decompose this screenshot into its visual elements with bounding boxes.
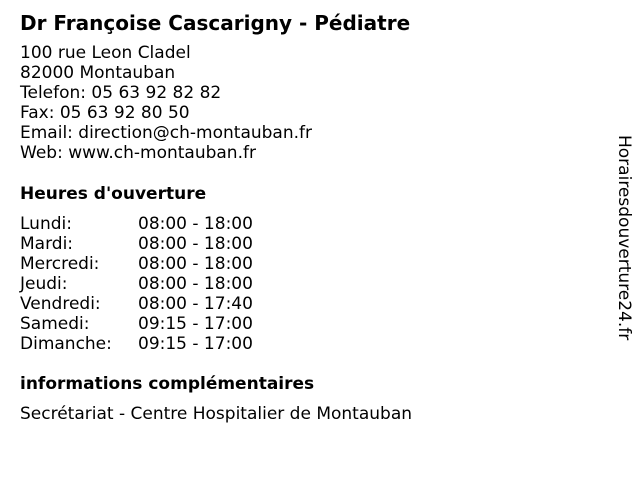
hours-day: Dimanche:: [20, 334, 112, 354]
hours-row-mardi: [20, 234, 610, 254]
info-text: Secrétariat - Centre Hospitalier de Montauban: [20, 404, 413, 424]
hours-time: 08:00 - 18:00: [138, 254, 253, 274]
fax-line: Fax: 05 63 92 80 50: [20, 103, 190, 123]
hours-row-lundi: [20, 214, 610, 234]
info-heading: informations complémentaires: [20, 374, 315, 394]
hours-time: 08:00 - 18:00: [138, 234, 253, 254]
address-street: 100 rue Leon Cladel: [20, 43, 191, 63]
hours-row-jeudi: [20, 274, 610, 294]
hours-time: 09:15 - 17:00: [138, 334, 253, 354]
address-city: 82000 Montauban: [20, 63, 176, 83]
business-card: [20, 11, 610, 424]
hours-day: Jeudi:: [20, 274, 68, 294]
brand-watermark: Horairesdouverture24.fr: [614, 135, 634, 341]
hours-row-vendredi: [20, 294, 610, 314]
web-line: Web: www.ch-montauban.fr: [20, 143, 256, 163]
hours-time: 08:00 - 18:00: [138, 214, 253, 234]
email-line: Email: direction@ch-montauban.fr: [20, 123, 313, 143]
hours-time: 09:15 - 17:00: [138, 314, 253, 334]
contact-block: [20, 43, 610, 163]
hours-day: Mercredi:: [20, 254, 100, 274]
hours-day: Samedi:: [20, 314, 90, 334]
hours-row-samedi: [20, 314, 610, 334]
hours-day: Vendredi:: [20, 294, 101, 314]
hours-time: 08:00 - 17:40: [138, 294, 253, 314]
hours-row-mercredi: [20, 254, 610, 274]
hours-table: [20, 214, 610, 354]
hours-day: Lundi:: [20, 214, 72, 234]
hours-time: 08:00 - 18:00: [138, 274, 253, 294]
phone-line: Telefon: 05 63 92 82 82: [20, 83, 222, 103]
hours-day: Mardi:: [20, 234, 74, 254]
hours-heading: Heures d'ouverture: [20, 184, 207, 204]
hours-row-dimanche: [20, 334, 610, 354]
page-title: Dr Françoise Cascarigny - Pédiatre: [20, 11, 411, 35]
